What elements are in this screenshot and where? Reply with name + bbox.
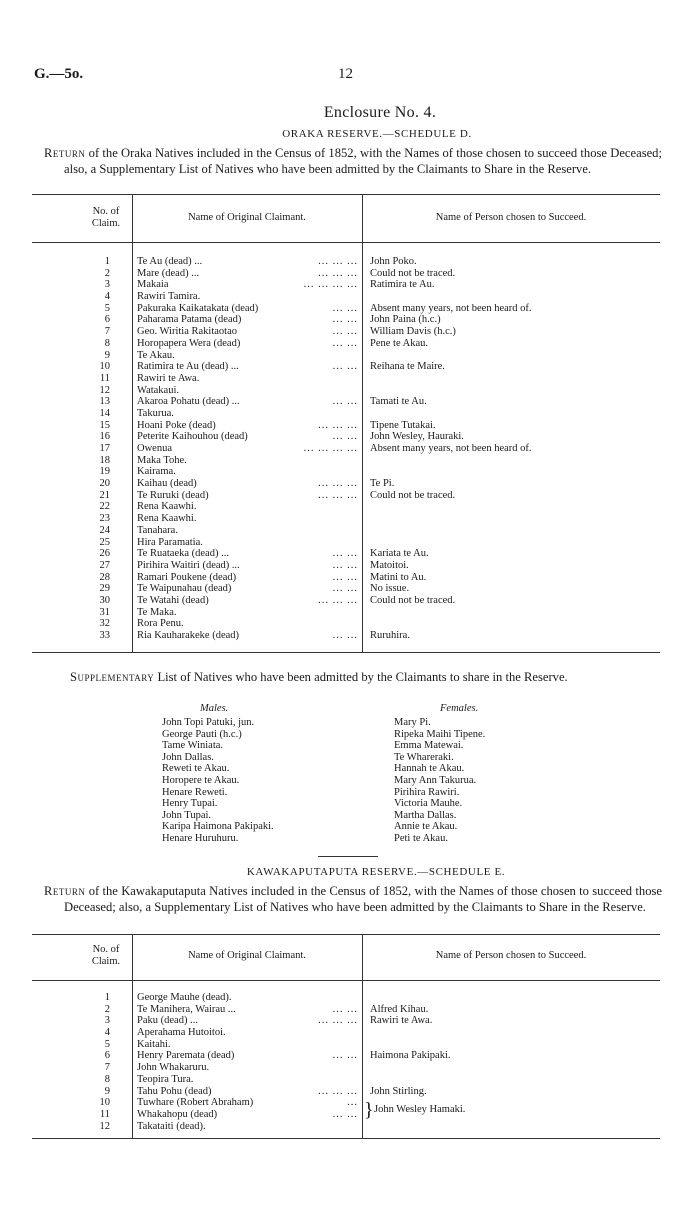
claim-number: 1 [104, 992, 110, 1003]
successor-name: Alfred Kihau. [370, 1003, 429, 1015]
leader-dots: ... ... [332, 1108, 358, 1120]
claimant-name: Kaihau (dead) [137, 478, 197, 490]
claimant-name: Owenua [137, 443, 172, 454]
successor-name: John Wesley, Hauraki. [370, 431, 464, 443]
claimant-name: Paku (dead) ... [137, 1015, 198, 1027]
male-name: Horopere te Akau. [162, 774, 240, 786]
claim-number: 9 [104, 349, 110, 361]
claim-number: 8 [104, 1073, 110, 1085]
females-list [394, 717, 485, 845]
female-name: Emma Matewai. [394, 740, 464, 752]
claim-number: 27 [99, 559, 110, 571]
successor-name: Could not be traced. [370, 489, 456, 501]
claim-number: 14 [99, 407, 110, 419]
schedule-e-intro-text: of the Kawakaputaputa Natives included in the Census of 1852, with the Names of those chosen to succeed those Deceased; also, a Supplementary List of Natives who have been admitted by the Claimants to Share in the Reserve. [64, 884, 662, 914]
table-row [0, 583, 700, 595]
table-row [0, 1074, 700, 1086]
table-row [0, 338, 700, 350]
male-name: Henare Huruhuru. [162, 832, 239, 844]
table-row [0, 291, 700, 303]
table-row [0, 1086, 700, 1098]
claimant-name: Peterite Kaihouhou (dead) [137, 431, 248, 443]
table-d-header-rule [32, 242, 660, 243]
claimant-name: Ratimira te Au (dead) ... [137, 361, 239, 373]
claim-number: 26 [99, 548, 110, 560]
claimant-name: Geo. Wiritia Rakitaotao [137, 326, 237, 338]
successor-name: Could not be traced. [370, 267, 456, 279]
leader-dots: ... ... ... [318, 594, 358, 606]
leader-dots: ... ... [332, 548, 358, 560]
successor-name: Pene te Akau. [370, 337, 429, 349]
claim-number: 13 [99, 396, 110, 408]
successor-name: Matoitoi. [370, 559, 409, 571]
claimant-name: Ria Kauharakeke (dead) [137, 630, 240, 641]
schedule-d-intro [44, 146, 662, 177]
claimant-name: George Mauhe (dead). [137, 992, 232, 1003]
leader-dots: ... ... [332, 1050, 358, 1062]
claim-number: 17 [99, 443, 110, 454]
female-name: Victoria Mauhe. [394, 798, 463, 810]
schedule-d-intro-text: of the Oraka Natives included in the Census of 1852, with the Names of those chosen to succeed those Deceased; also, a Supplementary List of Natives who have been admitted by the Claimants to Share in the Reserve. [64, 146, 662, 176]
table-row [0, 537, 700, 549]
claim-number: 21 [99, 489, 110, 501]
claim-number: 12 [99, 384, 110, 396]
claimant-name: Te Ruruki (dead) [137, 489, 209, 501]
male-name: John Tupai. [162, 809, 212, 821]
claimant-name: Te Akau. [137, 349, 175, 361]
claimant-name: Kairama. [137, 466, 176, 478]
table-row [0, 1015, 700, 1027]
claim-number: 29 [99, 583, 110, 595]
table-row [0, 268, 700, 280]
claimant-name: Kaitahi. [137, 1038, 171, 1050]
claim-number: 31 [99, 606, 110, 618]
claimant-name: Rena Kaawhi. [137, 501, 197, 513]
table-row [0, 1121, 700, 1133]
table-row [0, 501, 700, 513]
table-row [0, 256, 700, 268]
female-name: Te Whareraki. [394, 751, 454, 763]
claimant-name: Tahu Pohu (dead) [137, 1085, 212, 1097]
claimant-name: Rena Kaawhi. [137, 513, 197, 525]
claim-number: 20 [99, 478, 110, 490]
claimant-name: Takataiti (dead). [137, 1120, 206, 1132]
female-name: Pirihira Rawiri. [394, 786, 460, 798]
table-row [0, 992, 700, 1004]
table-row [0, 1027, 700, 1039]
claim-number: 6 [104, 314, 110, 326]
leader-dots: ... ... ... [318, 1085, 358, 1097]
claimant-name: Henry Paremata (dead) [137, 1050, 235, 1062]
successor-name: Haimona Pakipaki. [370, 1050, 451, 1062]
female-name: Mary Ann Takurua. [394, 774, 477, 786]
schedule-e-title: KAWAKAPUTAPUTA RESERVE.—SCHEDULE E. [246, 866, 506, 878]
claim-number: 4 [104, 1027, 110, 1039]
male-name: John Dallas. [162, 751, 214, 763]
table-row [0, 1004, 700, 1016]
col-no-line2: Claim. [91, 218, 121, 229]
table-e-col-no [76, 944, 136, 968]
table-row [0, 607, 700, 619]
claimant-name: Aperahama Hutoitoi. [137, 1027, 226, 1039]
claim-number: 32 [99, 618, 110, 630]
claim-number: 11 [99, 1108, 110, 1120]
successor-name: No issue. [370, 583, 410, 595]
leader-dots: ... ... ... ... [303, 279, 358, 291]
claimant-name: Akaroa Pohatu (dead) ... [137, 396, 240, 408]
successor-name: Absent many years, not been heard of. [370, 302, 532, 314]
table-row [0, 326, 700, 338]
table-row [0, 1039, 700, 1051]
successor-name: John Paina (h.c.) [370, 314, 441, 326]
female-name: Peti te Akau. [394, 832, 448, 844]
successor-name: Matini to Au. [370, 571, 427, 583]
table-d-top-rule [32, 194, 660, 195]
claim-number: 19 [99, 466, 110, 478]
claim-number: 1 [104, 256, 110, 267]
leader-dots: ... ... [332, 630, 358, 641]
claimant-name: Te Waipunahau (dead) [137, 583, 232, 595]
males-list [162, 717, 274, 845]
leader-dots: ... ... [332, 1003, 358, 1015]
table-row [0, 385, 700, 397]
female-name: Ripeka Maihi Tipene. [394, 728, 486, 740]
col-no-line2-e: Claim. [91, 956, 121, 967]
claim-number: 28 [99, 571, 110, 583]
successor-name: Rawiri te Awa. [370, 1015, 433, 1027]
claim-number: 5 [104, 302, 110, 314]
supplementary-word: Supplementary [70, 670, 155, 684]
claim-number: 10 [99, 361, 110, 373]
claimant-name: Paharama Patama (dead) [137, 314, 242, 326]
leader-dots: ... ... ... [318, 256, 358, 267]
claimant-name: Hira Paramatia. [137, 536, 203, 548]
table-e-col-successor: Name of Person chosen to Succeed. [435, 950, 587, 961]
claim-number: 30 [99, 594, 110, 606]
table-d-bottom-rule [32, 652, 660, 653]
female-name: Annie te Akau. [394, 821, 458, 833]
leader-dots: ... ... ... [318, 478, 358, 490]
claimant-name: Maka Tohe. [137, 454, 187, 466]
claimant-name: Te Watahi (dead) [137, 594, 209, 606]
successor-name: Absent many years, not been heard of. [370, 443, 532, 454]
table-row [0, 455, 700, 467]
table-row [0, 1050, 700, 1062]
table-row [0, 431, 700, 443]
claim-number: 10 [99, 1097, 110, 1109]
enclosure-title: Enclosure No. 4. [323, 104, 437, 121]
leader-dots: ... ... [332, 361, 358, 373]
male-name: Henare Reweti. [162, 786, 228, 798]
table-row [0, 303, 700, 315]
leader-dots: ... ... ... [318, 419, 358, 431]
table-row [0, 466, 700, 478]
leader-dots: ... ... [332, 302, 358, 314]
male-name: John Topi Patuki, jun. [162, 717, 255, 728]
leader-dots: ... ... [332, 337, 358, 349]
leader-dots: ... ... [332, 314, 358, 326]
successor-name: Ruruhira. [370, 630, 410, 641]
claimant-name: Hoani Poke (dead) [137, 419, 216, 431]
claim-number: 33 [99, 630, 110, 641]
table-row [0, 1062, 700, 1074]
claim-number: 18 [99, 454, 110, 466]
successor-name: John Poko. [370, 256, 417, 267]
return-word: Return [44, 146, 86, 160]
table-e-top-rule [32, 934, 660, 935]
section-separator [318, 856, 378, 857]
brace-icon: } [364, 1099, 374, 1121]
male-name: Reweti te Akau. [162, 763, 230, 775]
male-name: George Pauti (h.c.) [162, 728, 242, 740]
col-no-line1: No. of [92, 206, 120, 217]
leader-dots: ... ... [332, 431, 358, 443]
claim-number: 2 [104, 267, 110, 279]
claim-number: 25 [99, 536, 110, 548]
claim-number: 6 [104, 1050, 110, 1062]
table-row [0, 478, 700, 490]
table-row [0, 618, 700, 630]
table-row [0, 373, 700, 385]
table-row [0, 630, 700, 642]
male-name: Tame Winiata. [162, 740, 224, 752]
successor-name: Kariata te Au. [370, 548, 429, 560]
claim-number: 3 [104, 279, 110, 291]
claimant-name: Te Au (dead) ... [137, 256, 203, 267]
claimant-name: Pakuraka Kaikatakata (dead) [137, 302, 259, 314]
successor-name: Te Pi. [370, 478, 395, 490]
successor-name: William Davis (h.c.) [370, 326, 456, 338]
claimant-name: Tanahara. [137, 524, 178, 536]
claim-number: 4 [104, 291, 110, 303]
claim-number: 12 [99, 1120, 110, 1132]
successor-name: Reihana te Maire. [370, 361, 445, 373]
table-e-body [0, 992, 700, 1132]
female-name: Hannah te Akau. [394, 763, 465, 775]
claimant-name: Horopapera Wera (dead) [137, 337, 241, 349]
leader-dots: ... ... [332, 583, 358, 595]
female-name: Mary Pi. [394, 717, 431, 728]
supplementary-text: List of Natives who have been admitted by the Claimants to share in the Reserve. [157, 670, 568, 684]
male-name: Karipa Haimona Pakipaki. [162, 821, 274, 833]
claimant-name: Rawiri Tamira. [137, 291, 201, 303]
table-d-col-successor: Name of Person chosen to Succeed. [435, 212, 587, 223]
leader-dots: ... ... [332, 559, 358, 571]
claimant-name: Takurua. [137, 407, 174, 419]
leader-dots: ... ... ... [318, 489, 358, 501]
leader-dots: ... ... ... [318, 1015, 358, 1027]
leader-dots: ... ... [332, 396, 358, 408]
table-row [0, 513, 700, 525]
successor-name: Tamati te Au. [370, 396, 427, 408]
claim-number: 7 [104, 326, 110, 338]
table-row [0, 420, 700, 432]
male-name: Henry Tupai. [162, 798, 218, 810]
claim-number: 3 [104, 1015, 110, 1027]
claim-number: 11 [99, 372, 110, 384]
page-number: 12 [338, 66, 353, 82]
claim-number: 2 [104, 1003, 110, 1015]
successor-name: Ratimira te Au. [370, 279, 435, 291]
table-row [0, 560, 700, 572]
claim-number: 9 [104, 1085, 110, 1097]
schedule-e-intro [44, 884, 662, 915]
claimant-name: Whakahopu (dead) [137, 1108, 218, 1120]
table-row [0, 548, 700, 560]
shared-successor: John Wesley Hamaki. [374, 1104, 466, 1115]
table-row [0, 350, 700, 362]
supplementary-heading [70, 670, 638, 685]
page-code: G.—5o. [34, 66, 84, 82]
table-row [0, 572, 700, 584]
table-row [0, 408, 700, 420]
table-row [0, 595, 700, 607]
claim-number: 23 [99, 513, 110, 525]
table-row [0, 396, 700, 408]
return-word-e: Return [44, 884, 86, 898]
successor-name: Tipene Tutakai. [370, 419, 436, 431]
claimant-name: Ramari Poukene (dead) [137, 571, 237, 583]
claimant-name: Te Maka. [137, 606, 177, 618]
table-row [0, 490, 700, 502]
table-row [0, 361, 700, 373]
table-row [0, 525, 700, 537]
claim-number: 8 [104, 337, 110, 349]
table-d-col-no [76, 206, 136, 230]
table-row [0, 279, 700, 291]
table-row [0, 1109, 700, 1121]
table-d-body [0, 256, 700, 642]
schedule-d-title: ORAKA RESERVE.—SCHEDULE D. [282, 128, 472, 140]
table-d-col-claimant: Name of Original Claimant. [188, 212, 306, 223]
successor-name: John Stirling. [370, 1085, 427, 1097]
leader-dots: ... ... [332, 326, 358, 338]
females-title: Females. [440, 703, 479, 714]
claimant-name: Tuwhare (Robert Abraham) [137, 1097, 254, 1109]
leader-dots: ... ... ... ... [303, 443, 358, 454]
claimant-name: Teopira Tura. [137, 1073, 194, 1085]
leader-dots: ... ... ... [318, 267, 358, 279]
claimant-name: Makaia [137, 279, 169, 291]
claimant-name: Watakaui. [137, 384, 180, 396]
claimant-name: Rawiri te Awa. [137, 372, 200, 384]
table-e-header-rule [32, 980, 660, 981]
table-row [0, 443, 700, 455]
claimant-name: Te Manihera, Wairau ... [137, 1003, 236, 1015]
table-e-bottom-rule [32, 1138, 660, 1139]
leader-dots: ... ... [332, 571, 358, 583]
claim-number: 22 [99, 501, 110, 513]
claim-number: 24 [99, 524, 110, 536]
claimant-name: Mare (dead) ... [137, 267, 200, 279]
claimant-name: John Whakaruru. [137, 1062, 210, 1074]
successor-name: Could not be traced. [370, 594, 456, 606]
claim-number: 16 [99, 431, 110, 443]
leader-dots: ... [347, 1097, 358, 1109]
female-name: Martha Dallas. [394, 809, 457, 821]
col-no-line1-e: No. of [92, 944, 120, 955]
table-e-col-claimant: Name of Original Claimant. [188, 950, 306, 961]
claimant-name: Te Ruataeka (dead) ... [137, 548, 229, 560]
claim-number: 15 [99, 419, 110, 431]
claimant-name: Pirihira Waitiri (dead) ... [137, 559, 240, 571]
claim-number: 5 [104, 1038, 110, 1050]
table-row [0, 314, 700, 326]
males-title: Males. [200, 703, 229, 714]
table-row [0, 1097, 700, 1109]
claim-number: 7 [104, 1062, 110, 1074]
claimant-name: Rora Penu. [137, 618, 184, 630]
